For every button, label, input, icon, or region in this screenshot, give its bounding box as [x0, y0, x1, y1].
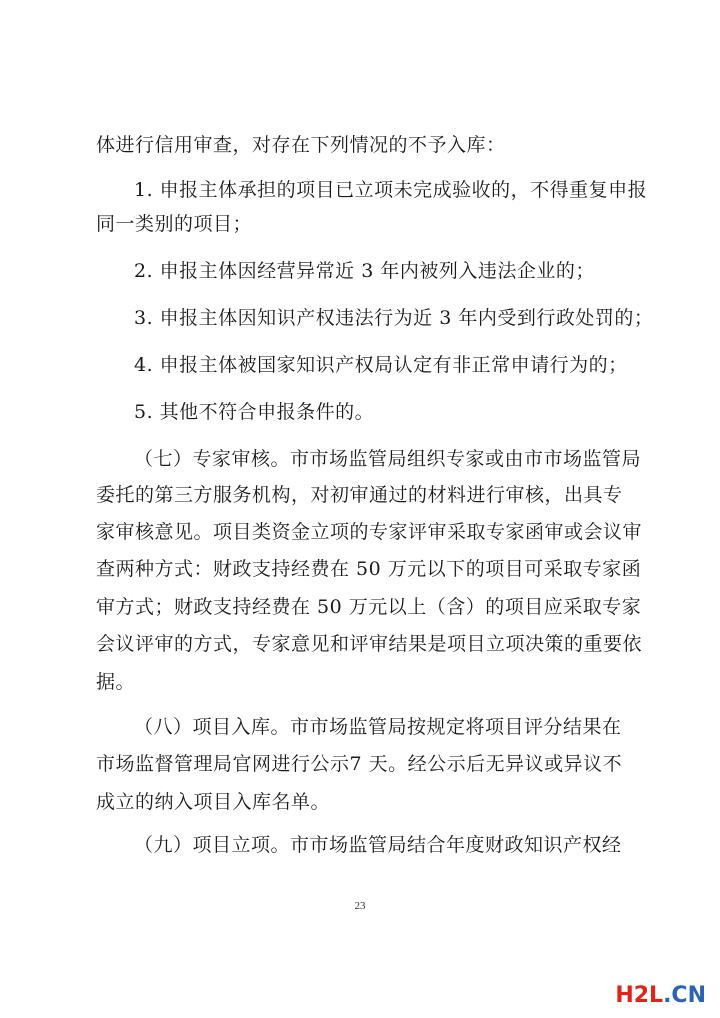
text-line-8: （七）专家审核。市市场监管局组织专家或由市市场监管局 [134, 448, 642, 470]
watermark-part-a: H2L [615, 983, 664, 1008]
text-line-16: 市场监督管理局官网进行公示7 天。经公示后无异议或异议不 [96, 753, 623, 775]
text-line-11: 查两种方式：财政支持经费在 50 万元以下的项目可采取专家函 [96, 558, 642, 580]
text-line-3: 同一类别的项目； [96, 213, 253, 235]
site-watermark-logo [615, 983, 706, 1008]
text-line-18: （九）项目立项。市市场监管局结合年度财政知识产权经 [134, 834, 622, 856]
text-line-13: 会议评审的方式，专家意见和评审结果是项目立项决策的重要依 [96, 633, 643, 655]
text-line-15: （八）项目入库。市市场监管局按规定将项目评分结果在 [134, 716, 622, 738]
text-line-17: 成立的纳入项目入库名单。 [96, 791, 331, 813]
page-number: 23 [354, 900, 366, 912]
text-line-6: 4. 申报主体被国家知识产权局认定有非正常申请行为的； [134, 354, 628, 376]
text-line-2: 1. 申报主体承担的项目已立项未完成验收的，不得重复申报 [134, 179, 648, 201]
text-line-14: 据。 [96, 671, 136, 693]
text-line-5: 3. 申报主体因知识产权违法行为近 3 年内受到行政处罚的； [134, 307, 654, 329]
text-line-10: 家审核意见。项目类资金立项的专家评审采取专家函审或会议审 [96, 521, 643, 543]
text-line-4: 2. 申报主体因经营异常近 3 年内被列入违法企业的； [134, 260, 595, 282]
text-line-1: 体进行信用审查，对存在下列情况的不予入库： [96, 134, 506, 156]
text-line-9: 委托的第三方服务机构，对初审通过的材料进行审核，出具专 [96, 484, 623, 506]
text-line-7: 5. 其他不符合申报条件的。 [134, 401, 375, 423]
text-line-12: 审方式；财政支持经费在 50 万元以上（含）的项目应采取专家 [96, 596, 642, 618]
watermark-part-b: .CN [663, 983, 706, 1008]
